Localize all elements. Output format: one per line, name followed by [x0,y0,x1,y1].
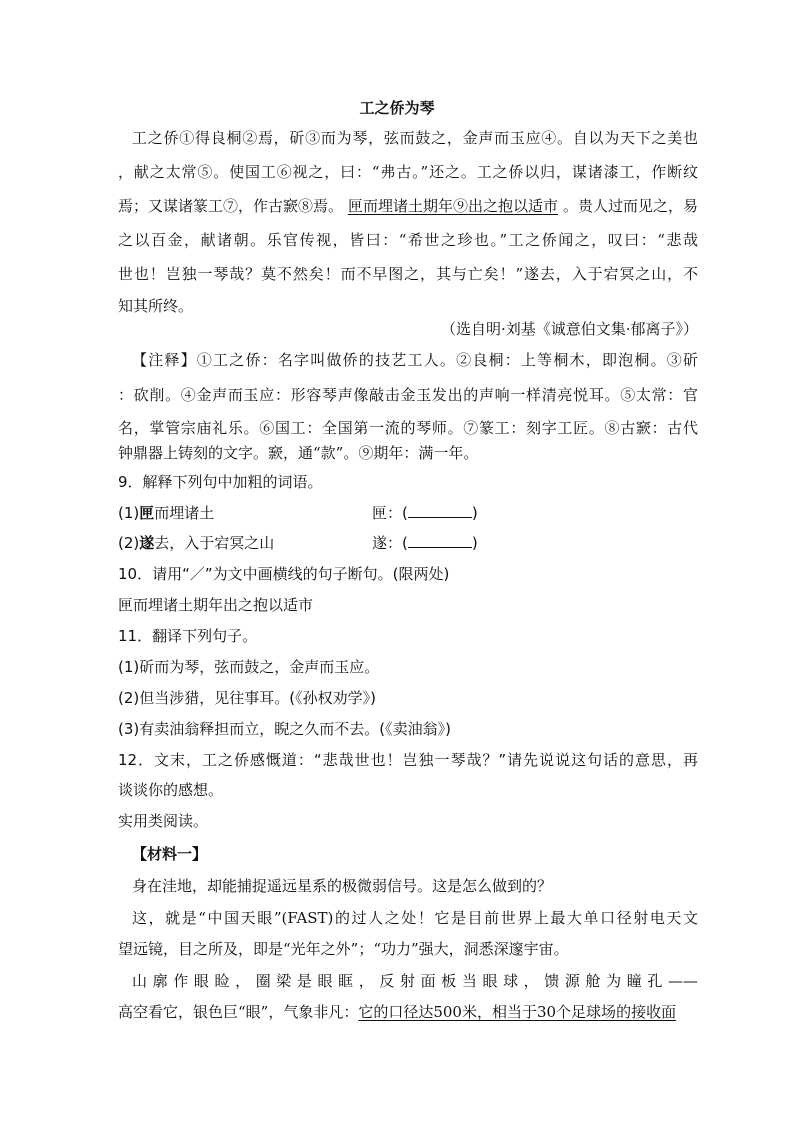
note-line: 名，掌管宗庙礼乐。⑥国工：全国第一流的琴师。⑦篆工：刻字工匠。⑧古窾：古代 [118,419,698,437]
material-heading: 【材料一】 [132,845,208,863]
passage-line: 之以百金，献诸朝。乐官传视，皆曰：“希世之珍也。”工之侨闻之，叹曰：“悲哉 [118,231,698,249]
q10-sentence: 匣而埋诸土期年出之抱以适市 [118,596,314,614]
q11-stem: 11．翻译下列句子。 [118,627,258,645]
q9-item: (2)遂去，入于宕冥之山 [118,534,275,552]
passage-title: 工之侨为琴 [359,99,435,117]
passage-line: 世也！岂独一琴哉？莫不然矣！而不早图之，其与亡矣！”遂去，入于宕冥之山，不 [118,265,698,283]
note-line: ：砍削。④金声而玉应：形容琴声像敲击金玉发出的声响一样清亮悦耳。⑤太常：官 [118,386,698,404]
q12-line: 谈谈你的感想。 [118,781,224,799]
q9-item: (1)匣而埋诸土 [118,504,215,522]
source-citation: （选自明·刘基《诚意伯文集·郁离子》） [440,320,698,338]
material-paragraph: 身在洼地，却能捕捉遥远星系的极微弱信号。这是怎么做到的？ [132,877,553,895]
q12-line: 12．文末，工之侨感慨道：“悲哉世也！岂独一琴哉？”请先说说这句话的意思，再 [118,751,698,769]
note-line: 钟鼎器上铸刻的文字。窾，通“款”。⑨期年：满一年。 [118,444,479,462]
material-paragraph: 高空看它，银色巨“眼”，气象非凡：它的口径达500米，相当于30个足球场的接收面 [118,1003,677,1021]
passage-segment: 焉；又谋诸篆工⑦，作古窾⑧焉。 [118,197,344,215]
material-paragraph: 望远镜，目之所及，即是“光年之外”；“功力”强大，洞悉深邃宇宙。 [118,940,569,958]
passage-line: 工之侨①得良桐②焉，斫③而为琴，弦而鼓之，金声而玉应④。自以为天下之美也 [132,129,698,147]
material-paragraph: 山廓作眼睑，圈梁是眼眶，反射面板当眼球，馈源舱为瞳孔—— [132,972,698,990]
answer-blank[interactable] [408,503,472,518]
bold-word: 匣 [139,504,155,522]
q9-answer: 匣：( ) [372,504,478,522]
underlined-sentence: 它的口径达500米，相当于30个足球场的接收面 [358,1003,677,1021]
passage-line: 知其所终。 [118,297,194,315]
material-paragraph: 这，就是“中国天眼”(FAST)的过人之处！它是目前世界上最大单口径射电天文 [132,909,698,927]
answer-blank[interactable] [408,533,472,548]
q9-answer: 遂：( ) [372,534,478,552]
q11-item: (2)但当涉猎，见往事耳。(《孙权劝学》) [118,689,376,707]
passage-line-underlined [118,196,698,216]
q9-stem: 9．解释下列句中加粗的词语。 [118,473,323,491]
q11-item: (1)斫而为琴，弦而鼓之，金声而玉应。 [118,658,380,676]
bold-word: 遂 [139,534,155,552]
note-line: 【注释】①工之侨：名字叫做侨的技艺工人。②良桐：上等桐木，即泡桐。③斫 [132,351,698,369]
underlined-sentence: 匣而埋诸土期年⑨出之抱以适市 [347,197,558,215]
passage-line: ，献之太常⑤。使国工⑥视之，曰：“弗古。”还之。工之侨以归，谋诸漆工，作断纹 [118,163,698,181]
q10-stem: 10．请用“／”为文中画横线的句子断句。(限两处) [118,565,450,583]
passage-segment: 。贵人过而见之，易 [562,197,698,215]
section-heading: 实用类阅读。 [118,812,209,830]
q11-item: (3)有卖油翁释担而立，睨之久而不去。(《卖油翁》) [118,720,451,738]
